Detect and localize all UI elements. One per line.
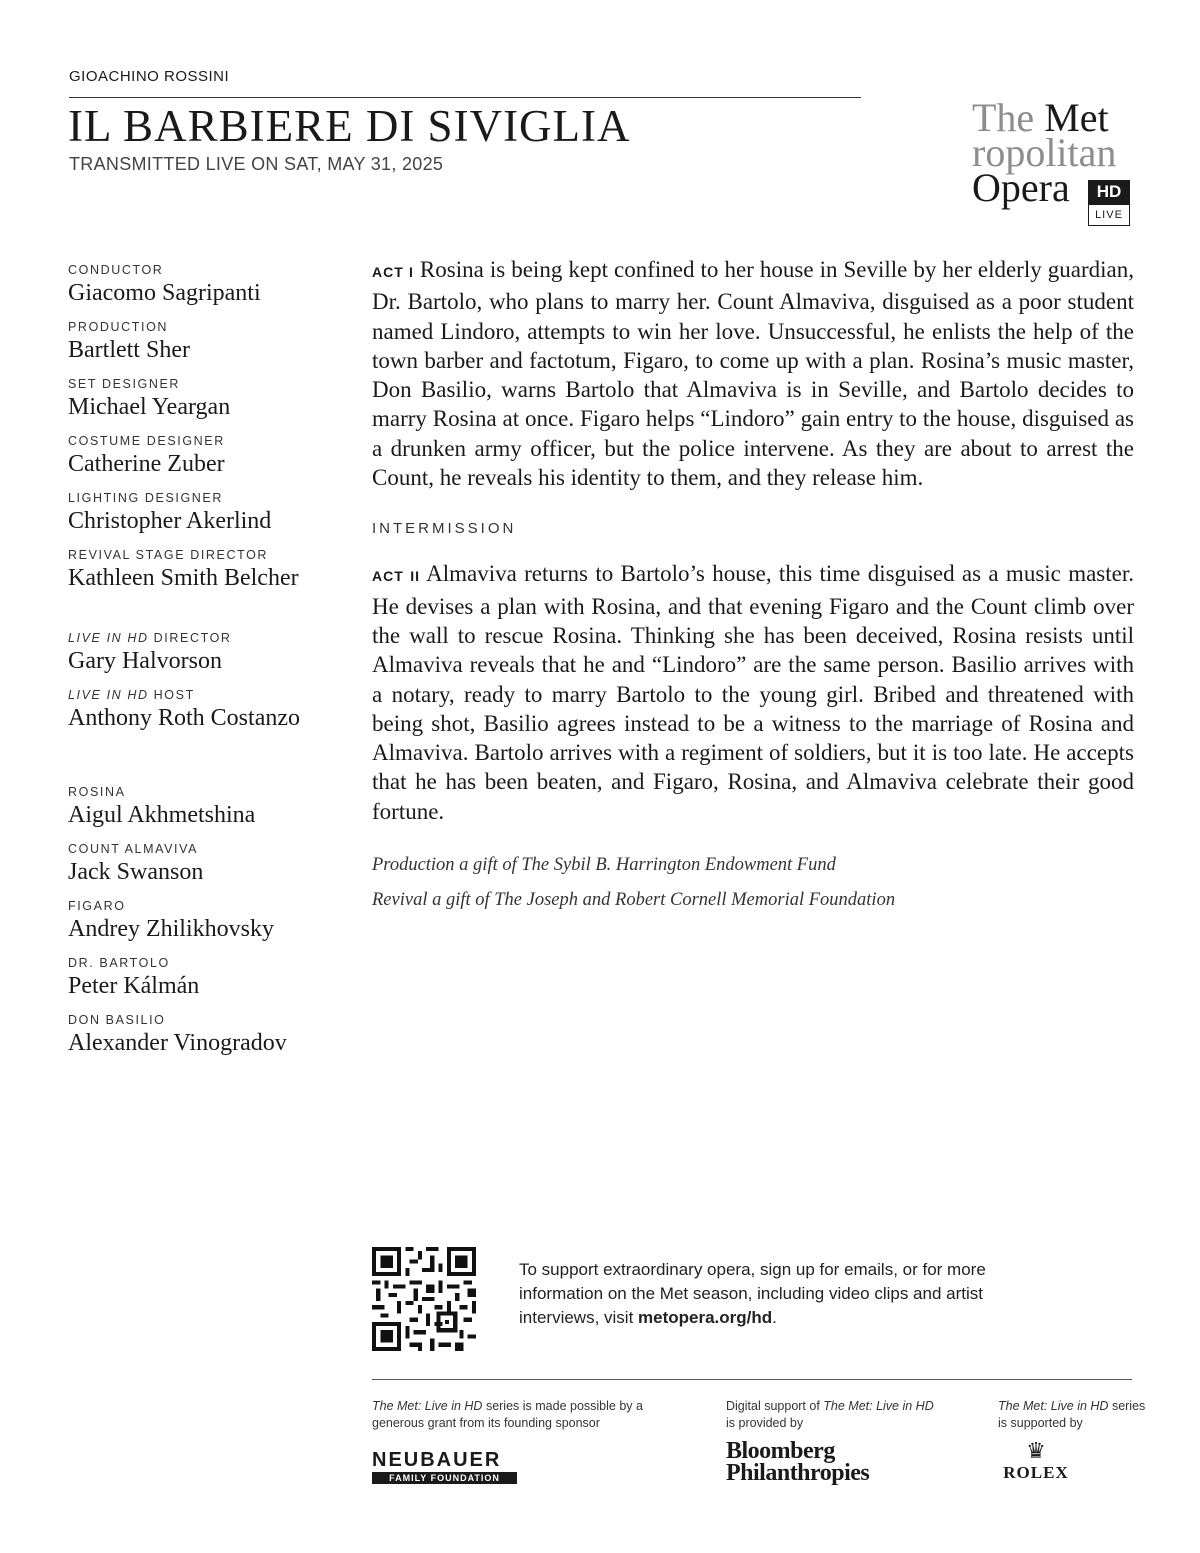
credit-lighting-designer (68, 491, 358, 535)
synopsis (372, 255, 1134, 911)
founding-sponsor-text (372, 1398, 672, 1432)
header-divider (69, 97, 861, 98)
rolex-logo (996, 1440, 1076, 1484)
act-2-text: Almaviva returns to Bartolo’s house, this time disguised as a music master. He devises a plan with Rosina, and that evening Figaro and the Count climb over the wall to rescue Rosina. Thinking she has been deceived, Rosina resists until Almaviva reveals that he and “Lindoro” are the same person. Basilio arrives with a notary, ready to marry Bartolo to the young girl. Bribed and threatened with being shot, Basilio agrees instead to be a witness to the marriage of Rosina and Almaviva. Bartolo arrives with a regiment of soldiers, but it is too late. He accepts that he has been beaten, and Figaro, Rosina, and Almaviva celebrate their good fortune. (372, 561, 1134, 824)
credit-role-italic: LIVE IN HD (68, 688, 149, 702)
act-2-synopsis (372, 559, 1134, 826)
credit-production (68, 320, 358, 364)
credit-role: SET DESIGNER (68, 377, 181, 391)
cast-name: Aigul Akhmetshina (68, 802, 256, 828)
neubauer-logo (372, 1450, 517, 1484)
credit-revival-director (68, 548, 358, 592)
revival-gift-credit: Revival a gift of The Joseph and Robert Cornell Memorial Foundation (372, 890, 896, 911)
cast-role: COUNT ALMAVIVA (68, 842, 199, 856)
sponsor-text: series is supported by (998, 1399, 1146, 1430)
credit-name: Christopher Akerlind (68, 508, 272, 534)
cast-rosina (68, 785, 358, 829)
credits-column (68, 263, 358, 1070)
credit-hd-director (68, 631, 358, 675)
series-name: The Met: Live in HD (823, 1399, 934, 1413)
cast-role: FIGARO (68, 899, 126, 913)
credit-role: COSTUME DESIGNER (68, 434, 225, 448)
credit-role: REVIVAL STAGE DIRECTOR (68, 548, 269, 562)
cast-name: Andrey Zhilikhovsky (68, 916, 274, 942)
qr-code-icon[interactable] (372, 1247, 476, 1351)
bloomberg-wordmark: Bloomberg (726, 1438, 835, 1464)
opera-title: IL BARBIERE DI SIVIGLIA (68, 101, 631, 151)
rolex-wordmark: ROLEX (1003, 1463, 1069, 1482)
composer-name: GIOACHINO ROSSINI (69, 68, 230, 85)
credit-hd-host (68, 688, 358, 732)
support-text-end: . (772, 1308, 777, 1327)
logo-the: The (972, 95, 1045, 140)
bloomberg-philanthropies-logo (726, 1440, 869, 1484)
live-badge-label: LIVE (1088, 204, 1130, 226)
sponsor-text: series is made possible by a generous grant from its founding sponsor (372, 1399, 643, 1430)
credit-name: Kathleen Smith Belcher (68, 565, 299, 591)
logo-ropolitan: ropolitan (972, 130, 1117, 175)
act-1-synopsis (372, 255, 1134, 492)
philanthropies-wordmark: Philanthropies (726, 1460, 870, 1486)
act-1-text: Rosina is being kept confined to her house in Seville by her elderly guardian, Dr. Bartolo, who plans to marry her. Count Almaviva, disguised as a poor student named Lindoro, attempts to win her love. Unsuccessful, he enlists the help of the town barber and factotum, Figaro, to come up with a plan. Rosina’s music master, Don Basilio, warns Bartolo that Almaviva is in Seville, and Bartolo decides to marry Rosina at once. Figaro helps “Lindoro” gain entry to the house, disguised as a drunken army officer, but the police intervene. As they are about to arrest the Count, he reveals his identity to them, and they release him. (372, 257, 1134, 491)
sponsor-text: Digital support of (726, 1399, 824, 1413)
cast-figaro (68, 899, 358, 943)
crown-icon: ♛ (1026, 1438, 1046, 1463)
credit-name: Michael Yeargan (68, 394, 231, 420)
credit-role: PRODUCTION (68, 320, 169, 334)
cast-name: Peter Kálmán (68, 973, 200, 999)
series-support-text (998, 1398, 1148, 1432)
cast-count-almaviva (68, 842, 358, 886)
credit-name: Catherine Zuber (68, 451, 225, 477)
footer-divider (372, 1379, 1132, 1380)
cast-role: DON BASILIO (68, 1013, 166, 1027)
credit-name: Giacomo Sagripanti (68, 280, 261, 306)
logo-opera: Opera (972, 165, 1070, 210)
credit-name: Bartlett Sher (68, 337, 190, 363)
credit-role (68, 688, 358, 702)
credit-name: Gary Halvorson (68, 648, 222, 674)
credit-role-suffix: HOST (148, 688, 195, 702)
neubauer-wordmark: NEUBAUER (372, 1449, 502, 1471)
cast-role: DR. BARTOLO (68, 956, 170, 970)
credit-role: CONDUCTOR (68, 263, 164, 277)
cast-name: Alexander Vinogradov (68, 1030, 287, 1056)
credit-costume-designer (68, 434, 358, 478)
logo-met: Met (1044, 95, 1109, 140)
credit-conductor (68, 263, 358, 307)
credit-role-suffix: DIRECTOR (148, 631, 232, 645)
credit-role-italic: LIVE IN HD (68, 631, 149, 645)
sponsor-text: is provided by (726, 1416, 804, 1430)
hd-live-badge (1088, 180, 1130, 228)
intermission-label: INTERMISSION (372, 520, 517, 538)
met-opera-hd-logo (972, 95, 1142, 233)
series-name: The Met: Live in HD (372, 1399, 483, 1413)
cast-don-basilio (68, 1013, 358, 1057)
cast-role: ROSINA (68, 785, 126, 799)
hd-badge-label: HD (1088, 180, 1130, 204)
act-1-label: ACT I (372, 264, 414, 280)
credit-name: Anthony Roth Costanzo (68, 705, 300, 731)
metopera-link[interactable]: metopera.org/hd (638, 1308, 773, 1327)
support-message (519, 1258, 1049, 1330)
neubauer-subline: FAMILY FOUNDATION (372, 1472, 517, 1484)
cast-dr-bartolo (68, 956, 358, 1000)
transmission-date: TRANSMITTED LIVE ON SAT, MAY 31, 2025 (69, 154, 444, 174)
series-name: The Met: Live in HD (998, 1399, 1109, 1413)
cast-name: Jack Swanson (68, 859, 204, 885)
act-2-label: ACT II (372, 568, 421, 585)
support-text: To support extraordinary opera, sign up for emails, or for more information on the Met season, including video clips and artist interviews, visit (519, 1260, 986, 1327)
credit-role: LIGHTING DESIGNER (68, 491, 223, 505)
credit-role (68, 631, 358, 645)
digital-support-text (726, 1398, 936, 1432)
production-gift-credit: Production a gift of The Sybil B. Harrington Endowment Fund (372, 855, 836, 876)
credit-set-designer (68, 377, 358, 421)
